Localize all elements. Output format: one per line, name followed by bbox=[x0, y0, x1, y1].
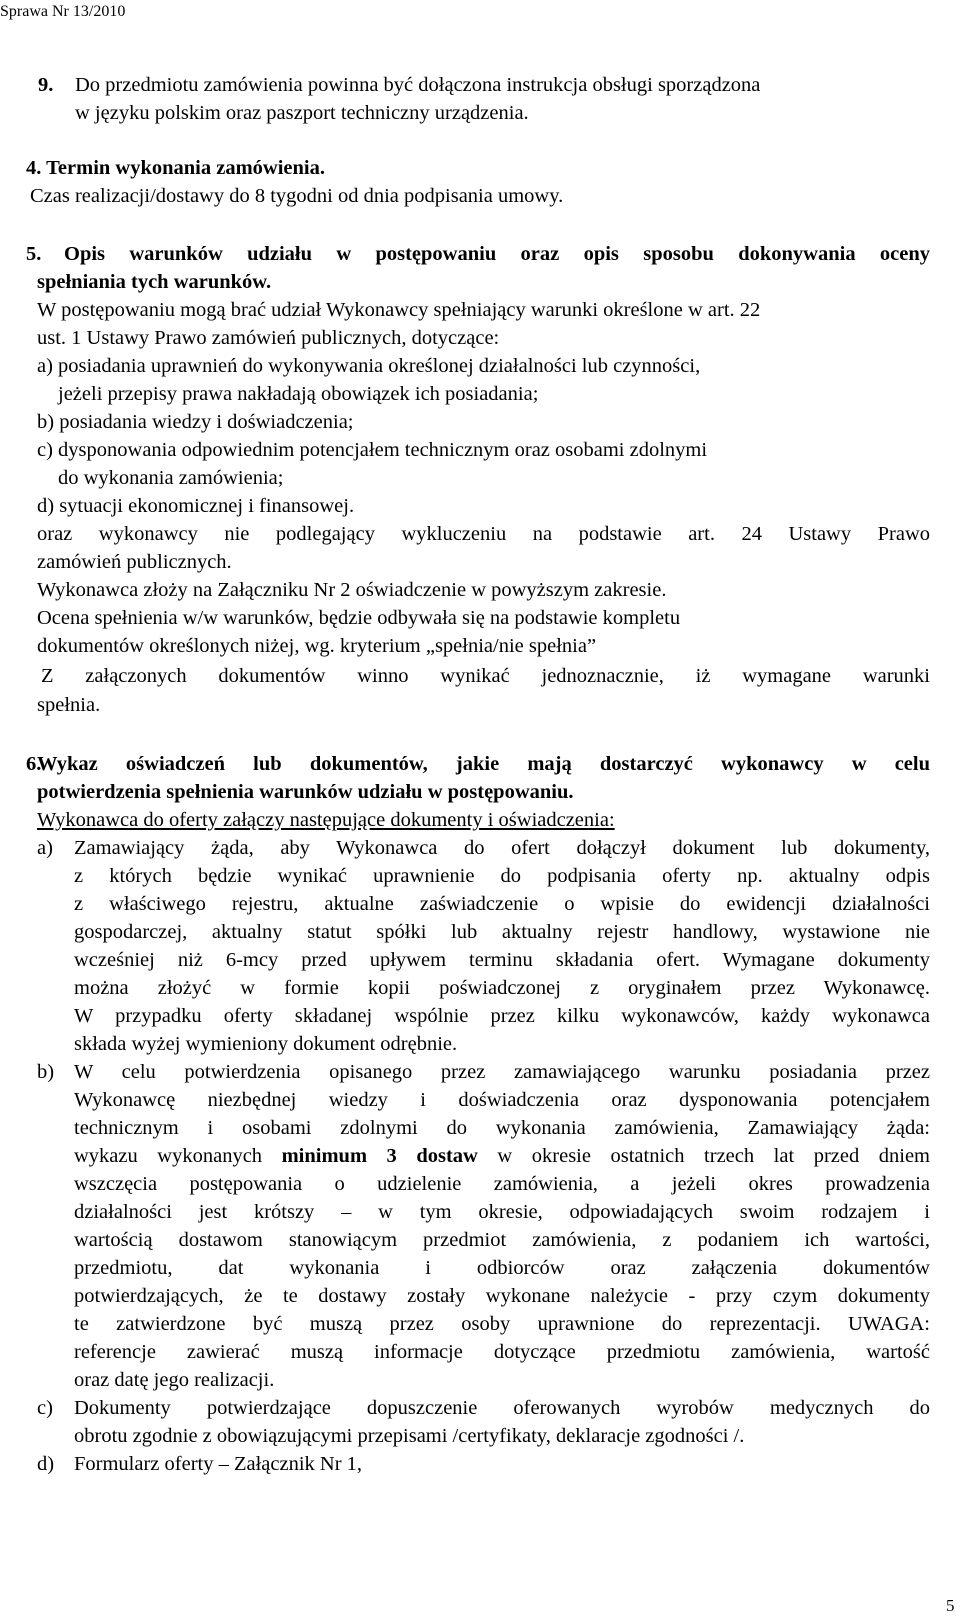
doc-b-line-5: wszczęcia postępowania o udzielenie zamówienia, a jeżeli okres prowadzenia bbox=[74, 1173, 930, 1195]
section-6-heading-1: Wykaz oświadczeń lub dokumentów, jakie mają dostarczyć wykonawcy w celu bbox=[37, 753, 930, 775]
doc-b-line-6: działalności jest krótszy – w tym okresie, odpowiadających swoim rodzajem i bbox=[74, 1201, 930, 1223]
item-9-line-2: w języku polskim oraz paszport techniczny urządzenia. bbox=[75, 102, 529, 124]
doc-b-line-2: Wykonawcę niezbędnej wiedzy i doświadczenia oraz dysponowania potencjałem bbox=[74, 1089, 930, 1111]
doc-b-line-4-start: wykazu wykonanych bbox=[74, 1145, 263, 1167]
doc-b-line-4-end: w okresie ostatnich trzech lat przed dniem bbox=[497, 1145, 931, 1167]
assessment-line-2: dokumentów określonych niżej, wg. kryterium „spełnia/nie spełnia” bbox=[37, 635, 597, 657]
declaration-text: Wykonawca złoży na Załączniku Nr 2 oświadczenie w powyższym zakresie. bbox=[37, 579, 667, 601]
doc-b-line-11: referencje zawierać muszą informacje dotyczące przedmiotu zamówienia, wartość bbox=[74, 1341, 930, 1363]
assessment-line-1: Ocena spełnienia w/w warunków, będzie odbywała się na podstawie kompletu bbox=[37, 607, 681, 629]
doc-b-line-10: te zatwierdzone być muszą przez osoby uprawnione do reprezentacji. UWAGA: bbox=[74, 1313, 930, 1335]
doc-a-line: z właściwego rejestru, aktualne zaświadczenie o wpisie do ewidencji działalności bbox=[74, 893, 930, 915]
doc-c-line-2: obrotu zgodnie z obowiązującymi przepisami /certyfikaty, deklaracje zgodności /. bbox=[74, 1425, 745, 1447]
section-6-number: 6. bbox=[26, 753, 42, 775]
condition-a-line-1: a) posiadania uprawnień do wykonywania określonej działalności lub czynności, bbox=[37, 355, 701, 377]
section-5-heading-1: Opis warunków udziału w postępowaniu oraz opis sposobu dokonywania oceny bbox=[64, 243, 930, 265]
doc-b-label: b) bbox=[37, 1061, 55, 1083]
minimum-deliveries: minimum 3 dostaw bbox=[281, 1145, 478, 1167]
section-6-heading-2: potwierdzenia spełnienia warunków udziału w postępowaniu. bbox=[37, 781, 574, 803]
doc-d-label: d) bbox=[37, 1453, 55, 1475]
condition-c-line-2: do wykonania zamówienia; bbox=[58, 467, 284, 489]
item-9-number: 9. bbox=[38, 74, 54, 96]
doc-a-line: gospodarczej, aktualny statut spółki lub aktualny rejestr handlowy, wystawione nie bbox=[74, 921, 930, 943]
section-5-number: 5. bbox=[26, 243, 42, 265]
document-header: Sprawa Nr 13/2010 bbox=[0, 3, 126, 20]
section-5-heading-2: spełniania tych warunków. bbox=[37, 271, 272, 293]
doc-c-label: c) bbox=[37, 1397, 53, 1419]
section-5-para-line-1: W postępowaniu mogą brać udział Wykonawcy spełniający warunki określone w art. 22 bbox=[37, 299, 761, 321]
doc-b-line-1: W celu potwierdzenia opisanego przez zamawiającego warunku posiadania przez bbox=[74, 1061, 930, 1083]
item-9-line-1: Do przedmiotu zamówienia powinna być dołączona instrukcja obsługi sporządzona bbox=[75, 74, 761, 96]
conclusion-line-1: Z załączonych dokumentów winno wynikać jednoznacznie, iż wymagane warunki bbox=[41, 665, 930, 687]
doc-b-line-7: wartością dostawom stanowiącym przedmiot zamówienia, z podaniem ich wartości, bbox=[74, 1229, 930, 1251]
condition-a-line-2: jeżeli przepisy prawa nakładają obowiązek ich posiadania; bbox=[58, 383, 539, 405]
doc-a-line: z których będzie wynikać uprawnienie do podpisania oferty np. aktualny odpis bbox=[74, 865, 930, 887]
doc-b-line-3: technicznym i osobami zdolnymi do wykonania zamówienia, Zamawiający żąda: bbox=[74, 1117, 930, 1139]
doc-a-line: wcześniej niż 6-mcy przed upływem terminu składania ofert. Wymagane dokumenty bbox=[74, 949, 930, 971]
condition-d: d) sytuacji ekonomicznej i finansowej. bbox=[37, 495, 355, 517]
exclusion-line-2: zamówień publicznych. bbox=[37, 551, 232, 573]
doc-b-line-4 bbox=[74, 1145, 930, 1168]
doc-b-line-8: przedmiotu, dat wykonania i odbiorców oraz załączenia dokumentów bbox=[74, 1257, 930, 1279]
section-4-text: Czas realizacji/dostawy do 8 tygodni od dnia podpisania umowy. bbox=[30, 185, 564, 207]
conclusion-line-2: spełnia. bbox=[37, 694, 101, 716]
doc-a-line: można złożyć w formie kopii poświadczonej z oryginałem przez Wykonawcę. bbox=[74, 977, 930, 999]
section-6-intro: Wykonawca do oferty załączy następujące dokumenty i oświadczenia: bbox=[37, 809, 615, 831]
doc-b-line-12: oraz datę jego realizacji. bbox=[74, 1369, 275, 1391]
section-4-heading: 4. Termin wykonania zamówienia. bbox=[26, 157, 325, 179]
condition-b: b) posiadania wiedzy i doświadczenia; bbox=[37, 411, 354, 433]
doc-b-line-9: potwierdzających, że te dostawy zostały wykonane należycie - przy czym dokumenty bbox=[74, 1285, 930, 1307]
exclusion-line-1: oraz wykonawcy nie podlegający wykluczeniu na podstawie art. 24 Ustawy Prawo bbox=[37, 523, 930, 545]
doc-c-line-1: Dokumenty potwierdzające dopuszczenie oferowanych wyrobów medycznych do bbox=[74, 1397, 930, 1419]
page-number: 5 bbox=[946, 1596, 955, 1615]
doc-a-line: Zamawiający żąda, aby Wykonawca do ofert dołączył dokument lub dokumenty, bbox=[74, 837, 930, 859]
doc-d-line-1: Formularz oferty – Załącznik Nr 1, bbox=[74, 1453, 363, 1475]
doc-a-line: W przypadku oferty składanej wspólnie przez kilku wykonawców, każdy wykonawca bbox=[74, 1005, 930, 1027]
doc-a-line: składa wyżej wymieniony dokument odrębnie. bbox=[74, 1033, 458, 1055]
condition-c-line-1: c) dysponowania odpowiednim potencjałem technicznym oraz osobami zdolnymi bbox=[37, 439, 708, 461]
doc-a-label: a) bbox=[37, 837, 53, 859]
section-5-para-line-2: ust. 1 Ustawy Prawo zamówień publicznych, dotyczące: bbox=[37, 327, 500, 349]
